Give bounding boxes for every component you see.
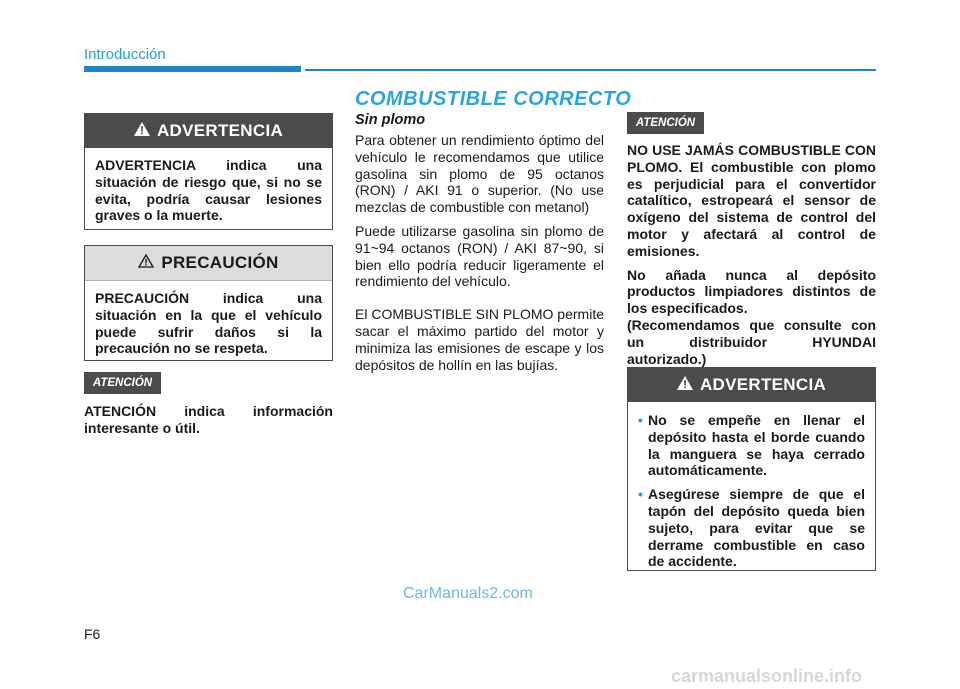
bullet-icon: • (638, 486, 643, 503)
notice-text-left: ATENCIÓN indica información interesante o útil. (84, 403, 333, 436)
notice-right-p2: No añada nunca al depósito productos limpiadores distintos de los especificados. (627, 266, 876, 317)
section-title: COMBUSTIBLE CORRECTO (355, 88, 632, 110)
caution-box-left (84, 245, 333, 361)
caution-triangle-icon (138, 253, 154, 273)
warning-right-list (638, 412, 865, 570)
fuel-paragraph-1: Para obtener un rendimiento óptimo del vehículo le recomendamos que utilice gasolina sin plomo de 95 octanos (RON) / AKI 91 o superior. (No use mezclas de combustible con metanol) (355, 132, 604, 216)
warning-box-right (627, 367, 876, 571)
warning-box-body: ADVERTENCIA indica una situación de riesgo que, si no se evita, podría causar lesiones graves o la muerte. (95, 157, 322, 224)
caution-box-title: PRECAUCIÓN (161, 253, 279, 272)
warning-right-title: ADVERTENCIA (699, 375, 827, 394)
notice-badge-right: ATENCIÓN (627, 112, 704, 134)
bullet-icon: • (638, 412, 643, 428)
header-rule-thin (305, 69, 876, 71)
fuel-content (355, 112, 604, 380)
warning-box-left (84, 113, 333, 230)
section-header: Introducción (84, 46, 166, 63)
notice-badge-left: ATENCIÓN (84, 372, 161, 394)
notice-right-p3: (Recomendamos que consulte con un distribuidor HYUNDAI autorizado.) (627, 316, 876, 367)
warning-right-header (628, 368, 875, 402)
caution-box-header (85, 246, 332, 281)
fuel-paragraph-2: Puede utilizarse gasolina sin plomo de 91~94 octanos (RON) / AKI 87~90, si bien ello podría reducir ligeramente el rendimiento del vehículo. (355, 222, 604, 290)
fuel-subtitle: Sin plomo (355, 112, 426, 128)
warning-box-title: ADVERTENCIA (156, 121, 284, 140)
list-item: • Asegúrese siempre de que el tapón del depósito queda bien sujeto, para evitar que se derrame combustible en caso de accidente. (638, 486, 865, 570)
warning-box-header (85, 114, 332, 148)
watermark-link[interactable]: CarManuals2.com (403, 585, 533, 602)
warning-triangle-icon (134, 121, 150, 141)
fuel-paragraph-3: El COMBUSTIBLE SIN PLOMO permite sacar el máximo partido del motor y minimiza las emisiones de escape y los depósitos de hollín en las bujías. (355, 306, 604, 373)
site-watermark: carmanualsonline.info (671, 666, 863, 686)
header-rule-thick (84, 66, 301, 72)
notice-text-right (627, 142, 876, 374)
page-number: F6 (84, 626, 101, 642)
list-item: • No se empeñe en llenar el depósito hasta el borde cuando la manguera se haya cerrado automáticamente. (638, 412, 865, 479)
caution-box-body: PRECAUCIÓN indica una situación en la que el vehículo puede sufrir daños si la precaución no se respeta. (95, 290, 322, 357)
notice-right-p1: NO USE JAMÁS COMBUSTIBLE CON PLOMO. El combustible con plomo es perjudicial para el convertidor catalítico, estropeará el sensor de oxígeno del sistema de control del motor y afectará al control de emisiones. (627, 142, 876, 259)
warning-right-triangle-icon (677, 375, 693, 395)
warning-right-body (628, 402, 875, 570)
